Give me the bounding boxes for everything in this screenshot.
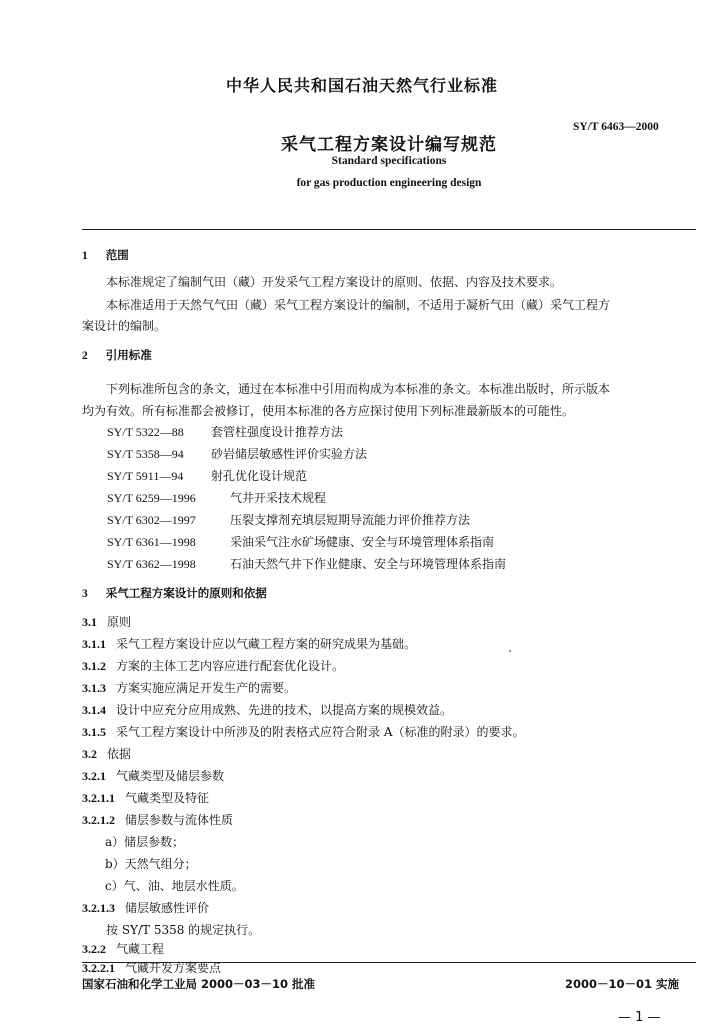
paragraph: 本标准规定了编制气田（藏）开发采气工程方案设计的原则、依据、内容及技术要求。 (106, 275, 563, 289)
page-number: — 1 — (618, 1010, 661, 1025)
clause: 3.2.1 气藏类型及储层参数 (82, 769, 225, 783)
industry-standard-header: 中华人民共和国石油天然气行业标准 (225, 76, 498, 95)
section-title: 范围 (105, 248, 129, 262)
section-2-heading (82, 347, 152, 363)
footer-divider (82, 962, 696, 963)
section-title: 引用标准 (105, 348, 152, 362)
reference-item: SY/T 6259—1996 气井开采技术规程 (107, 491, 327, 505)
clause: 3.1.4 设计中应充分应用成熟、先进的技术，以提高方案的规模效益。 (82, 703, 453, 717)
english-title-line-1: Standard specifications (331, 155, 447, 167)
section-title: 采气工程方案设计的原则和依据 (105, 586, 267, 600)
implementation-date: 2000－10－01 实施 (565, 977, 680, 991)
reference-item: SY/T 6361—1998 采油采气注水矿场健康、安全与环境管理体系指南 (107, 535, 495, 549)
clause: 3.1.5 采气工程方案设计中所涉及的附表格式应符合附录 A（标准的附录）的要求。 (82, 725, 525, 739)
reference-item: SY/T 5358—94 砂岩储层敏感性评价实验方法 (107, 447, 368, 461)
reference-item: SY/T 6362—1998 石油天然气井下作业健康、安全与环境管理体系指南 (107, 557, 507, 571)
section-1-heading (82, 247, 129, 263)
clause: 3.2.1.2 储层参数与流体性质 (82, 813, 234, 827)
clause: 3.2.1.3 储层敏感性评价 (82, 901, 210, 915)
header-divider (82, 229, 696, 230)
clause: 3.2.2 气藏工程 (82, 942, 165, 956)
paragraph: 下列标准所包含的条文，通过在本标准中引用而构成为本标准的条文。本标准出版时，所示版本 (106, 382, 611, 396)
section-number: 3 (82, 588, 88, 600)
paragraph: 本标准适用于天然气气田（藏）采气工程方案设计的编制，不适用于凝析气田（藏）采气工程方 (106, 298, 611, 312)
section-number: 2 (82, 350, 88, 362)
standard-code: SY/T 6463—2000 (573, 121, 659, 133)
clause: 3.2.1.1 气藏类型及特征 (82, 791, 210, 805)
clause: 3.2.2.1 气藏开发方案要点 (82, 961, 222, 975)
paragraph: 按 SY/T 5358 的规定执行。 (106, 923, 261, 937)
clause: 3.1.3 方案实施应满足开发生产的需要。 (82, 681, 297, 695)
list-item: c）气、油、地层水性质。 (105, 879, 244, 893)
clause: 3.1 原则 (82, 615, 132, 629)
clause: 3.1.2 方案的主体工艺内容应进行配套优化设计。 (82, 659, 345, 673)
reference-item: SY/T 5911—94 射孔优化设计规范 (107, 469, 308, 483)
reference-item: SY/T 5322—88 套管柱强度设计推荐方法 (107, 425, 344, 439)
document-title: 采气工程方案设计编写规范 (281, 135, 497, 155)
paragraph-continuation: 均为有效。所有标准都会被修订，使用本标准的各方应探讨使用下列标准最新版本的可能性。 (82, 404, 575, 418)
clause: 3.1.1 采气工程方案设计应以气藏工程方案的研究成果为基础。 (82, 637, 417, 651)
list-item: a）储层参数； (105, 835, 185, 849)
english-title-line-2: for gas production engineering design (296, 177, 482, 189)
scan-speck (509, 650, 511, 652)
section-number: 1 (82, 250, 88, 262)
clause: 3.2 依据 (82, 747, 132, 761)
list-item: b）天然气组分； (105, 857, 197, 871)
reference-item: SY/T 6302—1997 压裂支撑剂充填层短期导流能力评价推荐方法 (107, 513, 471, 527)
approval-note: 国家石油和化学工业局 2000－03－10 批准 (82, 977, 316, 991)
section-3-heading (82, 585, 267, 601)
paragraph-continuation: 案设计的编制。 (82, 319, 167, 333)
